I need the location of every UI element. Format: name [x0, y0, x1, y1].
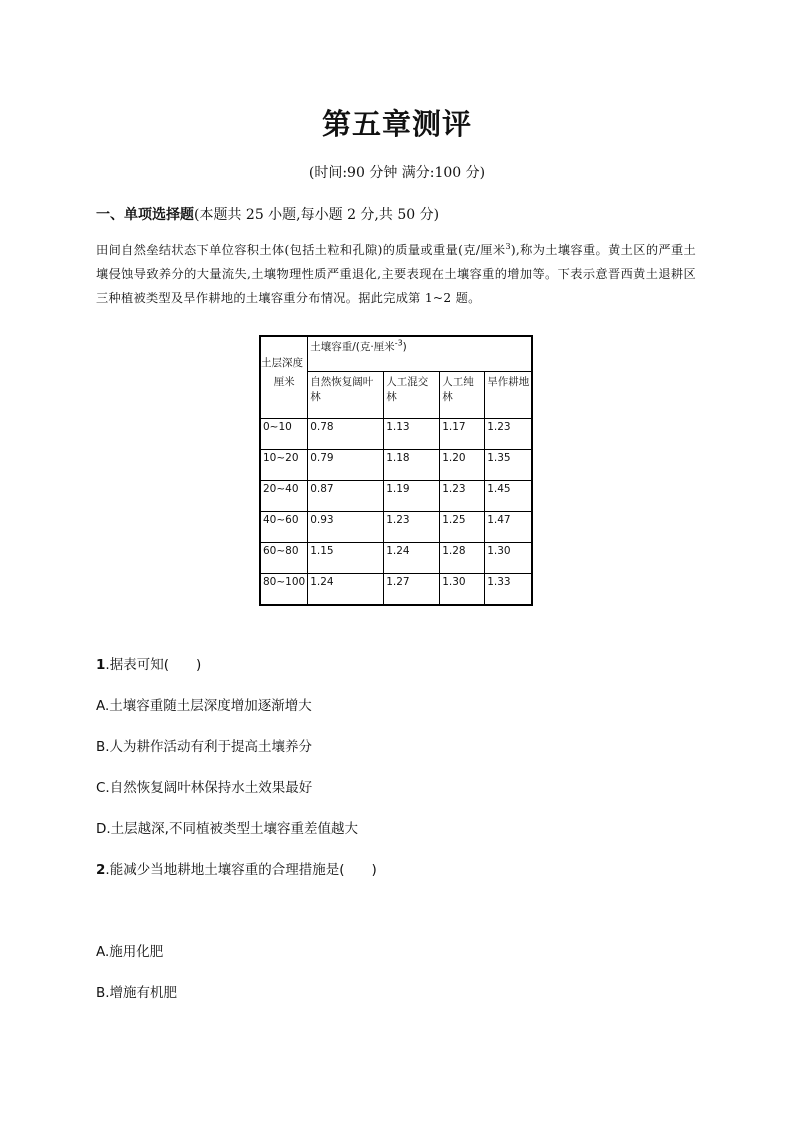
- passage-text-1: 田间自然垒结状态下单位容积土体(包括土粒和孔隙)的质量或重量(克/厘米: [96, 243, 506, 257]
- value-cell: 1.28: [440, 543, 485, 574]
- value-cell: 1.24: [384, 543, 440, 574]
- question-text: .据表可知( ): [105, 657, 202, 673]
- question-1: [96, 653, 201, 673]
- value-cell: 1.13: [384, 419, 440, 450]
- table-row: [260, 450, 532, 481]
- value-cell: 1.18: [384, 450, 440, 481]
- value-cell: 1.20: [440, 450, 485, 481]
- value-cell: 1.35: [485, 450, 533, 481]
- question-number: 2: [96, 862, 106, 878]
- page-title: 第五章测评: [321, 107, 472, 141]
- group-header: [308, 336, 533, 372]
- value-cell: 0.87: [308, 481, 384, 512]
- table-row: [260, 481, 532, 512]
- soil-density-table: [259, 335, 533, 606]
- depth-cell: 10~20: [260, 450, 308, 481]
- depth-label: 土层深度: [261, 357, 303, 369]
- value-cell: 0.78: [308, 419, 384, 450]
- value-cell: 1.30: [440, 574, 485, 606]
- value-cell: 0.79: [308, 450, 384, 481]
- group-header-sup: -3: [394, 338, 403, 348]
- question-text: .能减少当地耕地土壤容重的合理措施是( ): [105, 862, 377, 878]
- value-cell: 1.23: [485, 419, 533, 450]
- option-1b: B.人为耕作活动有利于提高土壤养分: [96, 739, 313, 755]
- depth-header-cell: [260, 336, 308, 419]
- option-1d: D.土层越深,不同植被类型土壤容重差值越大: [96, 821, 358, 837]
- value-cell: 0.93: [308, 512, 384, 543]
- column-header: 旱作耕地: [485, 372, 533, 419]
- section-note: (本题共 25 小题,每小题 2 分,共 50 分): [194, 207, 440, 223]
- depth-cell: 20~40: [260, 481, 308, 512]
- value-cell: 1.45: [485, 481, 533, 512]
- value-cell: 1.23: [384, 512, 440, 543]
- question-2: [96, 858, 377, 878]
- value-cell: 1.24: [308, 574, 384, 606]
- value-cell: 1.19: [384, 481, 440, 512]
- option-2b: B.增施有机肥: [96, 985, 178, 1001]
- depth-unit: 厘米: [273, 376, 295, 388]
- passage: [96, 238, 696, 310]
- passage-sup: 3: [505, 241, 511, 251]
- depth-cell: 40~60: [260, 512, 308, 543]
- value-cell: 1.30: [485, 543, 533, 574]
- table-row: [260, 419, 532, 450]
- section-heading: [96, 204, 439, 224]
- table-row: [260, 512, 532, 543]
- question-number: 1: [96, 657, 106, 673]
- value-cell: 1.15: [308, 543, 384, 574]
- option-1a: A.土壤容重随土层深度增加逐渐增大: [96, 698, 312, 714]
- group-header-text: 土壤容重/(克·厘米: [310, 341, 395, 353]
- option-1c: C.自然恢复阔叶林保持水土效果最好: [96, 780, 313, 796]
- value-cell: 1.33: [485, 574, 533, 606]
- value-cell: 1.23: [440, 481, 485, 512]
- value-cell: 1.27: [384, 574, 440, 606]
- table-row: [260, 543, 532, 574]
- depth-cell: 60~80: [260, 543, 308, 574]
- value-cell: 1.47: [485, 512, 533, 543]
- column-header: 人工混交林: [384, 372, 440, 419]
- column-header: 自然恢复阔叶林: [308, 372, 384, 419]
- depth-cell: 0~10: [260, 419, 308, 450]
- depth-cell: 80~100: [260, 574, 308, 606]
- section-title: 一、单项选择题: [96, 207, 194, 223]
- value-cell: 1.17: [440, 419, 485, 450]
- passage-text-2: ),称为土壤容重。黄土区的严重土壤侵蚀导致养分的大量流失,土壤物理性质严重退化,主要表现在土壤容重的增加等。下表示意晋西黄土退耕区三种植被类型及旱作耕地的土壤容重分布情况。据此完成第 1~2 题。: [96, 243, 697, 305]
- group-header-close: ): [402, 341, 407, 353]
- option-2a: A.施用化肥: [96, 944, 164, 960]
- value-cell: 1.25: [440, 512, 485, 543]
- table-row: [260, 574, 532, 606]
- column-header: 人工纯林: [440, 372, 485, 419]
- exam-info: (时间:90 分钟 满分:100 分): [308, 165, 486, 181]
